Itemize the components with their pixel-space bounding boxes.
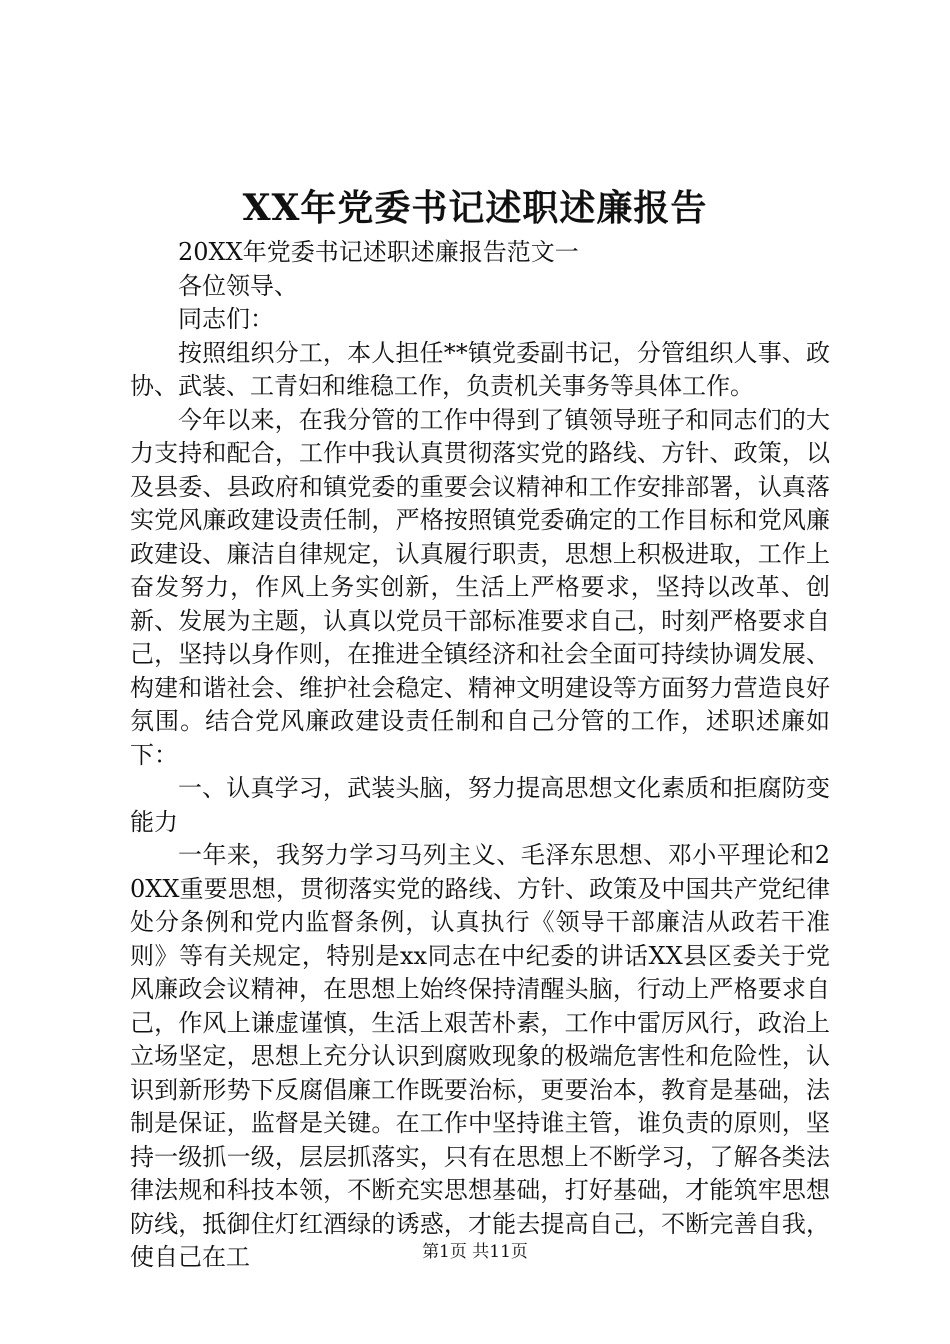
paragraph-subtitle: 20XX年党委书记述职述廉报告范文一 xyxy=(178,238,579,266)
document-title: XX年党委书记述职述廉报告 xyxy=(242,187,708,229)
section-heading-1: 一、认真学习，武装头脑，努力提高思想文化素质和拒腐防变能力 xyxy=(130,774,830,836)
paragraph-salutation-2: 同志们： xyxy=(178,305,274,333)
paragraph-study: 一年来，我努力学习马列主义、毛泽东思想、邓小平理论和20XX重要思想，贯彻落实党的路线、方针、政策及中国共产党纪律处分条例和党内监督条例，认真执行《领导干部廉洁从政若干准则》等有关规定，特别是xx同志在中纪委的讲话XX县区委关于党风廉政会议精神，在思想上始终保持清醒头脑，行动上严格要求自己，作风上谦虚谨慎，生活上艰苦朴素，工作中雷厉风行，政治上立场坚定，思想上充分认识到腐败现象的极端危害性和危险性，认识到新形势下反腐倡廉工作既要治标，更要治本，教育是基础，法制是保证，监督是关键。在工作中坚持谁主管，谁负责的原则，坚持一级抓一级，层层抓落实，只有在思想上不断学习，了解各类法律法规和科技本领，不断充实思想基础，打好基础，才能筑牢思想防线，抵御住灯红酒绿的诱惑，才能去提高自己，不断完善自我，使自己在工 xyxy=(130,841,830,1271)
document-body xyxy=(130,236,830,1275)
paragraph-overview: 今年以来，在我分管的工作中得到了镇领导班子和同志们的大力支持和配合，工作中我认真贯彻落实党的路线、方针、政策，以及县委、县政府和镇党委的重要会议精神和工作安排部署，认真落实党风廉政建设责任制，严格按照镇党委确定的工作目标和党风廉政建设、廉洁自律规定，认真履行职责，思想上积极进取，工作上奋发努力，作风上务实创新，生活上严格要求，坚持以改革、创新、发展为主题，认真以党员干部标准要求自己，时刻严格要求自己，坚持以身作则，在推进全镇经济和社会全面可持续协调发展、构建和谐社会、维护社会稳定、精神文明建设等方面努力营造良好氛围。结合党风廉政建设责任制和自己分管的工作，述职述廉如下： xyxy=(130,405,830,769)
paragraph-intro: 按照组织分工，本人担任**镇党委副书记，分管组织人事、政协、武装、工青妇和维稳工作，负责机关事务等具体工作。 xyxy=(130,338,830,400)
page-footer: 第1页 共11页 xyxy=(422,1242,528,1262)
paragraph-salutation-1: 各位领导、 xyxy=(178,271,298,300)
